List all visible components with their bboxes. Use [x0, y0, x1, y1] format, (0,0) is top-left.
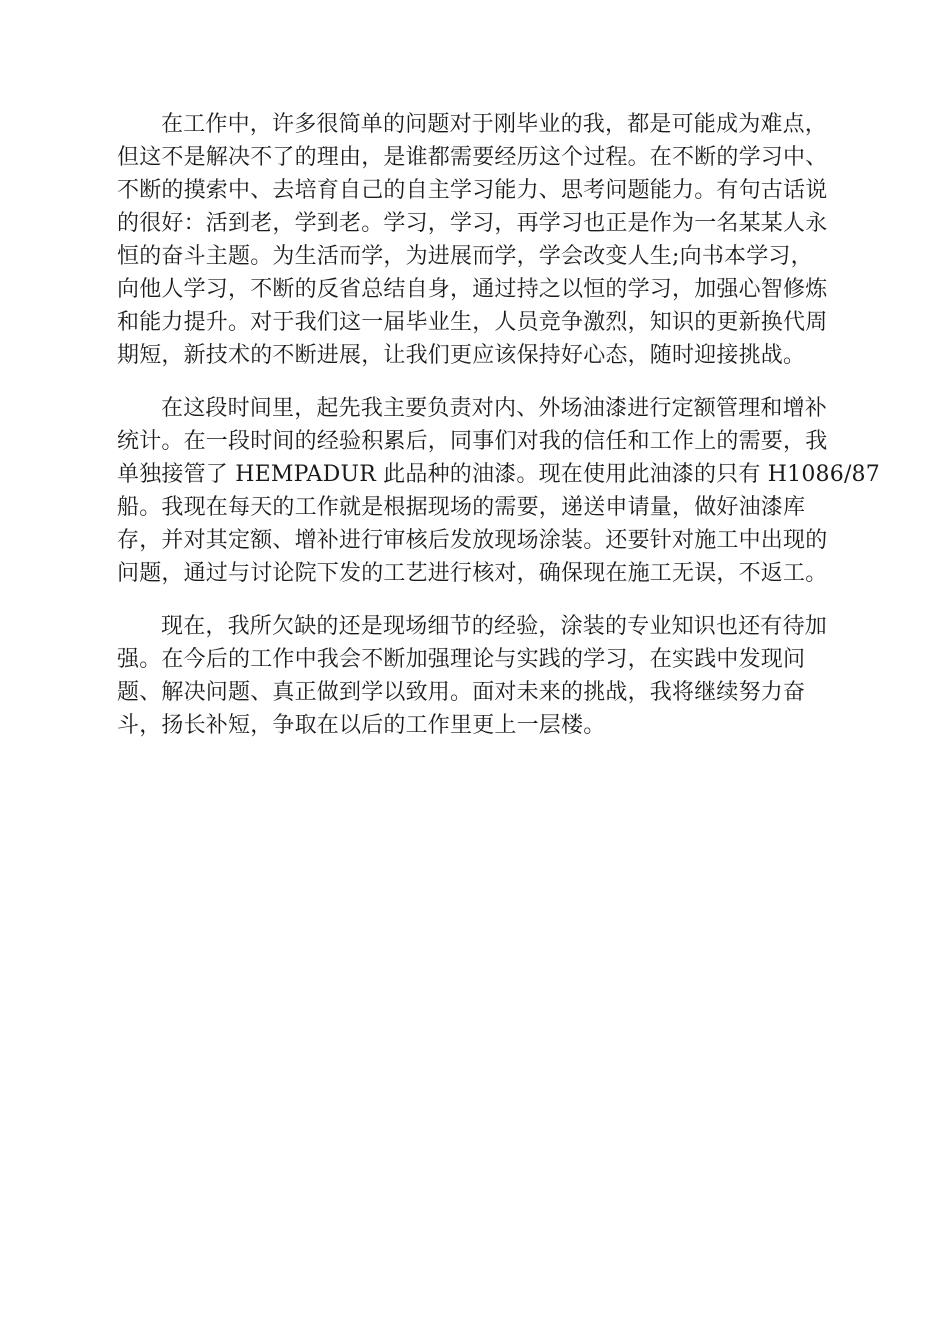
paragraph-2: [117, 392, 880, 590]
paragraph-line: 在这段时间里，起先我主要负责对内、外场油漆进行定额管理和增补: [161, 396, 828, 421]
paragraph-line: 现在，我所欠缺的还是现场细节的经验，涂装的专业知识也还有待加: [161, 614, 828, 639]
paragraph-line: 恒的奋斗主题。为生活而学，为进展而学，学会改变人生;向书本学习，: [117, 244, 813, 269]
paragraph-line: 在工作中，许多很简单的问题对于刚毕业的我，都是可能成为难点，: [161, 112, 828, 137]
paragraph-line: 强。在今后的工作中我会不断加强理论与实践的学习，在实践中发现问: [117, 647, 806, 672]
paragraph-line: 期短，新技术的不断进展，让我们更应该保持好心态，随时迎接挑战。: [117, 343, 806, 368]
paragraph-line: 单独接管了 HEMPADUR 此品种的油漆。现在使用此油漆的只有 H1086/87: [117, 462, 880, 487]
paragraph-line: 船。我现在每天的工作就是根据现场的需要，递送申请量，做好油漆库: [117, 495, 806, 520]
paragraph-line: 的很好：活到老，学到老。学习，学习，再学习也正是作为一名某某人永: [117, 211, 828, 236]
paragraph-line: 不断的摸索中、去培育自己的自主学习能力、思考问题能力。有句古话说: [117, 178, 828, 203]
paragraph-line: 但这不是解决不了的理由，是谁都需要经历这个过程。在不断的学习中、: [117, 145, 828, 170]
paragraph-line: 存，并对其定额、增补进行审核后发放现场涂装。还要针对施工中出现的: [117, 528, 828, 553]
paragraph-line: 统计。在一段时间的经验积累后，同事们对我的信任和工作上的需要，我: [117, 429, 828, 454]
paragraph-line: 题、解决问题、真正做到学以致用。面对未来的挑战，我将继续努力奋: [117, 680, 806, 705]
paragraph-line: 问题，通过与讨论院下发的工艺进行核对，确保现在施工无误，不返工。: [117, 561, 828, 586]
document-body: [117, 108, 880, 762]
paragraph-line: 斗，扬长补短，争取在以后的工作里更上一层楼。: [117, 713, 606, 738]
paragraph-3: [117, 610, 833, 742]
paragraph-line: 和能力提升。对于我们这一届毕业生，人员竞争激烈，知识的更新换代周: [117, 310, 828, 335]
paragraph-line: 向他人学习，不断的反省总结自身，通过持之以恒的学习，加强心智修炼: [117, 277, 828, 302]
paragraph-1: [117, 108, 833, 372]
